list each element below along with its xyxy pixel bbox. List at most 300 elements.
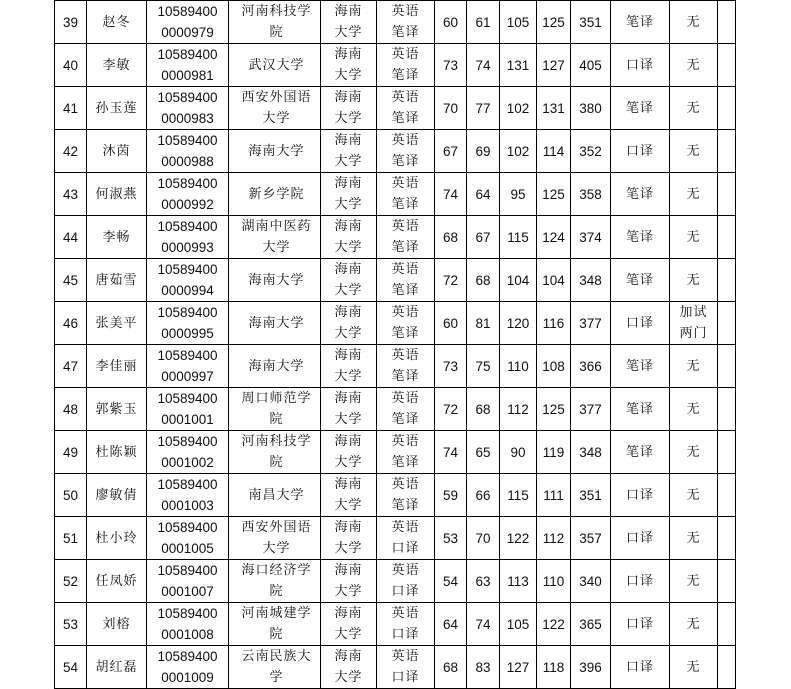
empty-cell [718,216,736,259]
score-subject2 [537,173,571,216]
major-text: 笔译 [391,197,420,212]
remark [670,345,718,388]
exam-id [147,259,229,302]
score-politics [435,474,467,517]
score-subject1 [500,1,537,44]
score-subject1 [500,646,537,689]
exam-id [147,87,229,130]
score-subject1-text: 105 [506,616,530,632]
student-name-text: 李敏 [102,57,131,73]
table-row [55,431,736,474]
remark-text: 无 [686,229,701,245]
score-subject2-text: 119 [542,444,565,460]
direction-text: 笔译 [625,272,654,288]
row-number [55,259,87,302]
score-politics [435,646,467,689]
major-text: 英语 [391,305,420,320]
remark [670,646,718,689]
student-name [87,130,147,173]
direction-text: 笔译 [625,229,654,245]
exam-id-text: 10589400 [157,262,218,277]
remark-text: 无 [686,444,701,460]
remark-text: 无 [686,530,701,546]
score-total-text: 357 [579,530,602,546]
student-name-text: 胡红磊 [95,659,138,675]
score-total [571,87,611,130]
score-language-text: 70 [475,530,491,546]
score-language-text: 65 [475,444,491,460]
score-subject2-text: 125 [542,401,565,417]
admission-unit [321,130,377,173]
admission-unit-text: 大学 [334,154,363,169]
exam-id-text: 0001008 [161,627,214,642]
exam-id-text: 10589400 [157,348,218,363]
major [377,474,435,517]
student-name-text: 沐茵 [102,143,131,159]
student-name-text: 杜小玲 [95,530,138,546]
admission-unit-text: 大学 [334,584,363,599]
exam-id-text: 0000993 [161,240,214,255]
admission-unit [321,431,377,474]
score-subject2 [537,302,571,345]
score-subject1 [500,474,537,517]
exam-id-text: 10589400 [157,563,218,578]
remark [670,173,718,216]
score-subject2-text: 108 [542,358,565,374]
admission-unit-text: 大学 [334,670,363,685]
score-politics [435,388,467,431]
row-number [55,130,87,173]
score-subject1-text: 127 [506,659,530,675]
score-language-text: 63 [475,573,491,589]
graduate-school-text: 院 [269,584,284,599]
exam-id [147,560,229,603]
admission-unit [321,345,377,388]
row-number-text: 49 [62,444,79,460]
table-row [55,474,736,517]
table-row [55,1,736,44]
major [377,216,435,259]
score-total [571,646,611,689]
row-number-text: 43 [62,186,79,202]
admission-unit-text: 海南 [334,434,363,449]
direction [611,44,670,87]
graduate-school-text: 西安外国语 [241,90,312,105]
exam-id-text: 0000995 [161,326,214,341]
graduate-school [229,44,321,87]
student-name [87,216,147,259]
score-total-text: 340 [579,573,602,589]
remark-text: 无 [686,100,701,116]
row-number-text: 41 [62,100,79,116]
graduate-school-text: 西安外国语 [241,520,312,535]
admission-unit-text: 大学 [334,68,363,83]
direction [611,560,670,603]
graduate-school [229,431,321,474]
score-subject2 [537,431,571,474]
score-language-text: 75 [475,358,491,374]
score-total-text: 348 [579,272,602,288]
student-name [87,259,147,302]
empty-cell [718,259,736,302]
exam-id [147,388,229,431]
admission-unit [321,302,377,345]
score-subject1-text: 90 [510,444,526,460]
score-politics-text: 73 [442,358,459,374]
score-subject1 [500,517,537,560]
student-name [87,87,147,130]
admission-unit-text: 大学 [334,240,363,255]
admission-unit-text: 海南 [334,606,363,621]
graduate-school [229,603,321,646]
row-number-text: 40 [62,57,79,73]
exam-id [147,130,229,173]
score-subject1-text: 105 [506,14,530,30]
empty-cell [718,388,736,431]
admission-unit-text: 海南 [334,133,363,148]
graduate-school [229,345,321,388]
score-total-text: 380 [579,100,602,116]
score-total [571,1,611,44]
score-subject2 [537,646,571,689]
score-subject1-text: 122 [506,530,530,546]
exam-id [147,216,229,259]
score-politics [435,1,467,44]
admission-unit [321,560,377,603]
exam-id-text: 0000979 [161,25,214,40]
admission-unit-text: 海南 [334,4,363,19]
graduate-school-text: 云南民族大 [241,649,312,664]
score-politics [435,173,467,216]
empty-cell [718,302,736,345]
score-subject1 [500,44,537,87]
graduate-school-text: 院 [269,412,284,427]
exam-id-text: 10589400 [157,477,218,492]
admission-unit-text: 大学 [334,455,363,470]
score-subject2 [537,130,571,173]
major-text: 口译 [391,541,420,556]
student-name-text: 李畅 [102,229,131,245]
score-total [571,603,611,646]
admission-unit [321,1,377,44]
score-total [571,517,611,560]
direction-text: 口译 [625,143,654,159]
major-text: 笔译 [391,111,420,126]
admission-unit [321,44,377,87]
exam-id-text: 10589400 [157,47,218,62]
exam-id-text: 0001005 [161,541,214,556]
remark-text: 无 [686,358,701,374]
student-name [87,560,147,603]
graduate-school-text: 南昌大学 [248,487,305,503]
score-subject2-text: 125 [542,186,565,202]
table-row [55,646,736,689]
score-politics [435,259,467,302]
major-text: 英语 [391,219,420,234]
score-subject1 [500,87,537,130]
score-subject1 [500,560,537,603]
student-name-text: 赵冬 [102,14,131,30]
exam-id-text: 10589400 [157,90,218,105]
exam-id-text: 0001009 [161,670,214,685]
admission-unit-text: 大学 [334,283,363,298]
score-total [571,560,611,603]
score-subject1-text: 104 [506,272,530,288]
graduate-school-text: 大学 [262,240,291,255]
graduate-school [229,560,321,603]
student-name [87,44,147,87]
admission-unit-text: 大学 [334,412,363,427]
remark-text: 无 [686,573,701,589]
remark-text: 无 [686,143,701,159]
direction-text: 口译 [625,57,654,73]
major-text: 笔译 [391,154,420,169]
graduate-school [229,1,321,44]
score-total [571,345,611,388]
row-number-text: 51 [62,530,79,546]
score-politics-text: 60 [442,14,459,30]
exam-id-text: 0001001 [161,412,214,427]
graduate-school [229,517,321,560]
graduate-school-text: 海南大学 [248,272,305,288]
score-total [571,130,611,173]
direction [611,431,670,474]
direction [611,345,670,388]
major-text: 口译 [391,670,420,685]
remark [670,517,718,560]
major-text: 英语 [391,477,420,492]
score-language-text: 74 [475,616,491,632]
remark [670,44,718,87]
graduate-school-text: 海南大学 [248,358,305,374]
empty-cell [718,646,736,689]
score-language-text: 68 [475,272,491,288]
major-text: 笔译 [391,68,420,83]
score-subject2-text: 131 [542,100,565,116]
score-subject1-text: 115 [507,487,529,503]
student-name [87,603,147,646]
direction [611,388,670,431]
score-subject2 [537,44,571,87]
major-text: 英语 [391,90,420,105]
direction-text: 口译 [625,659,654,675]
score-total-text: 348 [579,444,602,460]
row-number [55,302,87,345]
score-politics-text: 73 [442,57,459,73]
remark [670,603,718,646]
major-text: 笔译 [391,240,420,255]
student-name [87,388,147,431]
score-politics-text: 74 [442,186,459,202]
remark [670,560,718,603]
student-name-text: 杜陈颖 [95,444,138,460]
exam-id-text: 10589400 [157,649,218,664]
remark [670,431,718,474]
direction-text: 口译 [625,616,654,632]
score-subject2 [537,87,571,130]
table-row [55,259,736,302]
graduate-school-text: 河南城建学 [241,606,312,621]
exam-id-text: 0001002 [161,455,214,470]
exam-id-text: 10589400 [157,434,218,449]
major [377,44,435,87]
major-text: 英语 [391,4,420,19]
major [377,87,435,130]
empty-cell [718,603,736,646]
admission-unit-text: 大学 [334,627,363,642]
score-total-text: 358 [579,186,602,202]
score-subject2 [537,388,571,431]
major-text: 英语 [391,606,420,621]
empty-cell [718,517,736,560]
score-language-text: 66 [475,487,491,503]
major [377,517,435,560]
score-subject2-text: 127 [542,57,565,73]
admission-unit [321,646,377,689]
row-number-text: 42 [62,143,79,159]
score-politics-text: 59 [442,487,459,503]
score-language-text: 69 [475,143,491,159]
score-table [54,0,736,689]
table-row [55,388,736,431]
major [377,345,435,388]
score-politics-text: 72 [442,272,459,288]
student-name-text: 郭紫玉 [95,401,138,417]
score-total [571,388,611,431]
graduate-school [229,474,321,517]
exam-id [147,345,229,388]
score-subject1-text: 102 [506,143,530,159]
admission-unit-text: 海南 [334,47,363,62]
score-politics [435,130,467,173]
score-politics-text: 64 [442,616,459,632]
student-name [87,646,147,689]
score-politics-text: 60 [442,315,459,331]
major-text: 英语 [391,649,420,664]
exam-id [147,603,229,646]
row-number [55,517,87,560]
major-text: 英语 [391,520,420,535]
score-politics-text: 54 [442,573,459,589]
admission-unit-text: 海南 [334,391,363,406]
direction [611,302,670,345]
direction [611,130,670,173]
student-name-text: 李佳丽 [95,358,138,374]
admission-unit [321,173,377,216]
exam-id [147,517,229,560]
score-subject1-text: 113 [507,573,529,589]
major-text: 笔译 [391,25,420,40]
graduate-school [229,130,321,173]
remark-text: 无 [686,272,701,288]
admission-unit [321,603,377,646]
major-text: 笔译 [391,283,420,298]
major-text: 笔译 [391,369,420,384]
major-text: 笔译 [391,326,420,341]
admission-unit-text: 海南 [334,477,363,492]
score-total-text: 405 [579,57,602,73]
score-language [467,345,500,388]
table-row [55,130,736,173]
graduate-school-text: 湖南中医药 [241,219,312,234]
score-total-text: 374 [579,229,602,245]
remark [670,302,718,345]
graduate-school [229,388,321,431]
score-politics-text: 74 [442,444,459,460]
score-language [467,173,500,216]
empty-cell [718,431,736,474]
score-politics [435,517,467,560]
score-subject2 [537,216,571,259]
score-subject2 [537,1,571,44]
direction [611,173,670,216]
major-text: 口译 [391,584,420,599]
admission-unit-text: 海南 [334,520,363,535]
direction-text: 口译 [625,315,654,331]
score-total [571,173,611,216]
score-language [467,259,500,302]
graduate-school-text: 河南科技学 [241,4,312,19]
remark-text: 无 [686,186,701,202]
table-row [55,87,736,130]
score-total [571,44,611,87]
student-name-text: 廖敏倩 [95,487,138,503]
remark [670,130,718,173]
student-name-text: 任凤娇 [95,573,138,589]
score-subject1 [500,431,537,474]
remark [670,259,718,302]
major-text: 笔译 [391,455,420,470]
score-subject1-text: 120 [506,315,530,331]
score-politics-text: 72 [442,401,459,417]
row-number-text: 47 [62,358,79,374]
score-total-text: 396 [579,659,602,675]
row-number [55,646,87,689]
score-subject2 [537,560,571,603]
exam-id-text: 10589400 [157,176,218,191]
direction-text: 口译 [625,487,654,503]
score-subject2 [537,345,571,388]
admission-unit-text: 海南 [334,649,363,664]
direction-text: 笔译 [625,358,654,374]
graduate-school [229,87,321,130]
score-total-text: 365 [579,616,602,632]
score-total-text: 351 [579,487,602,503]
row-number-text: 54 [62,659,79,675]
row-number [55,173,87,216]
major [377,431,435,474]
score-language-text: 77 [475,100,491,116]
remark-text: 无 [686,401,701,417]
direction [611,259,670,302]
student-name-text: 刘榕 [102,616,131,632]
exam-id-text: 0001003 [161,498,214,513]
admission-unit [321,388,377,431]
score-total [571,474,611,517]
student-name [87,431,147,474]
major-text: 英语 [391,47,420,62]
direction-text: 笔译 [625,444,654,460]
table-row [55,173,736,216]
score-subject1 [500,130,537,173]
remark [670,216,718,259]
score-politics-text: 68 [442,229,459,245]
graduate-school-text: 武汉大学 [248,57,305,73]
graduate-school-text: 河南科技学 [241,434,312,449]
graduate-school [229,173,321,216]
exam-id-text: 10589400 [157,133,218,148]
score-politics [435,431,467,474]
